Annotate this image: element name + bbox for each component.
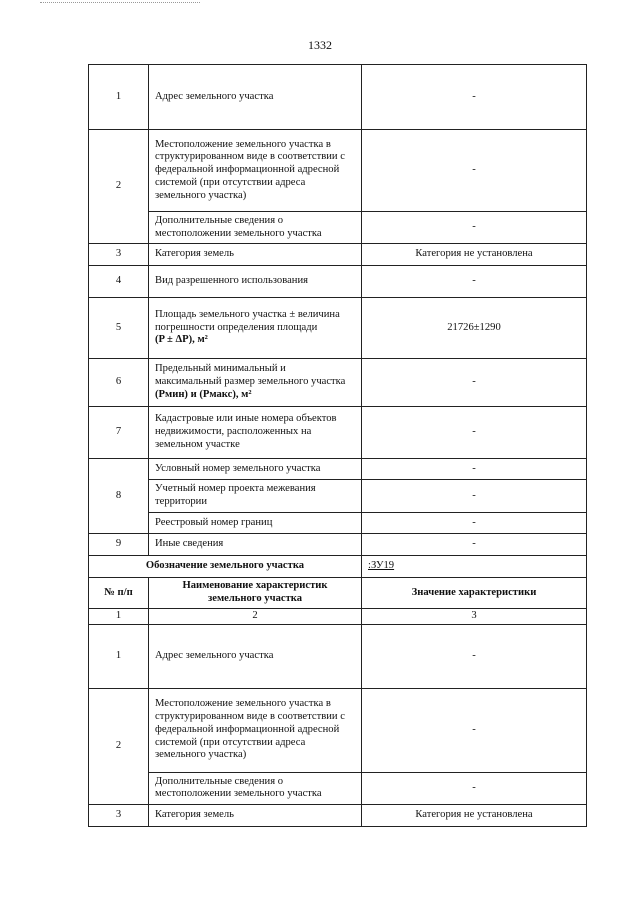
table-row [89,407,587,459]
characteristic-value: - [362,407,587,459]
row-number: 3 [89,244,149,266]
table-row [89,266,587,298]
row-number: 1 [89,65,149,130]
characteristic-name: Адрес земельного участка [149,624,362,688]
header-row [89,578,587,609]
characteristic-name: Дополнительные сведения о местоположении земельного участка [149,212,362,244]
characteristic-value: - [362,624,587,688]
table-row [89,212,587,244]
characteristic-value: - [362,772,587,804]
characteristic-value: - [362,212,587,244]
table-row [89,513,587,534]
size-formula: (Pмин) и (Pмакс), м² [155,388,252,400]
column-index: 1 [89,609,149,625]
characteristic-name: Адрес земельного участка [149,65,362,130]
characteristic-name: Учетный номер проекта межевания территории [149,480,362,513]
characteristic-name: Реестровый номер границ [149,513,362,534]
characteristic-value: - [362,480,587,513]
column-index: 3 [362,609,587,625]
table-row [89,359,587,407]
scan-artifact-line [40,2,200,4]
characteristic-value: - [362,359,587,407]
characteristic-value: - [362,688,587,772]
row-number: 7 [89,407,149,459]
row-number: 5 [89,298,149,359]
characteristic-name: Иные сведения [149,534,362,556]
column-header-value: Значение характеристики [362,578,587,609]
row-number: 8 [89,459,149,534]
designation-row [89,556,587,578]
row-number: 1 [89,624,149,688]
characteristic-value: Категория не установлена [362,804,587,826]
characteristic-value: Категория не установлена [362,244,587,266]
table-row [89,130,587,212]
characteristic-name: Вид разрешенного использования [149,266,362,298]
characteristic-value: - [362,130,587,212]
page-number: 1332 [308,38,332,52]
characteristic-name: Условный номер земельного участка [149,459,362,480]
table-row [89,244,587,266]
row-number: 3 [89,804,149,826]
table-row [89,65,587,130]
area-formula: (P ± ΔP), м² [155,334,208,346]
characteristic-name: Кадастровые или иные номера объектов недвижимости, расположенных на земельном участке [149,407,362,459]
characteristic-name-text: Предельный минимальный и максимальный размер земельного участка [155,363,346,388]
characteristic-name [149,359,362,407]
characteristic-name [149,298,362,359]
characteristic-value: - [362,459,587,480]
characteristic-value: 21726±1290 [362,298,587,359]
characteristic-name: Категория земель [149,804,362,826]
land-plot-table [88,64,587,827]
row-number: 4 [89,266,149,298]
row-number: 2 [89,688,149,804]
row-number: 9 [89,534,149,556]
characteristic-value: - [362,534,587,556]
table-row [89,804,587,826]
row-number: 6 [89,359,149,407]
characteristic-value: - [362,266,587,298]
characteristic-value: - [362,513,587,534]
table-row [89,624,587,688]
characteristic-name: Местоположение земельного участка в структурированном виде в соответствии с федеральной информационной адресной системой (при отсутствии адреса земельного участка) [149,130,362,212]
table-row [89,534,587,556]
table-row [89,772,587,804]
characteristic-name: Местоположение земельного участка в структурированном виде в соответствии с федеральной информационной адресной системой (при отсутствии адреса земельного участка) [149,688,362,772]
characteristic-value: - [362,65,587,130]
column-index: 2 [149,609,362,625]
column-index-row [89,609,587,625]
table-row [89,480,587,513]
table-row [89,459,587,480]
table-row [89,688,587,772]
column-header-name: Наименование характеристик земельного участка [149,578,362,609]
column-header-number: № п/п [89,578,149,609]
table-row [89,298,587,359]
designation-label: Обозначение земельного участка [89,556,362,578]
plot-designation-code: :ЗУ19 [362,556,587,578]
characteristic-name-text: Площадь земельного участка ± величина погрешности определения площади [155,308,340,333]
characteristic-name: Категория земель [149,244,362,266]
row-number: 2 [89,130,149,244]
characteristic-name: Дополнительные сведения о местоположении земельного участка [149,772,362,804]
